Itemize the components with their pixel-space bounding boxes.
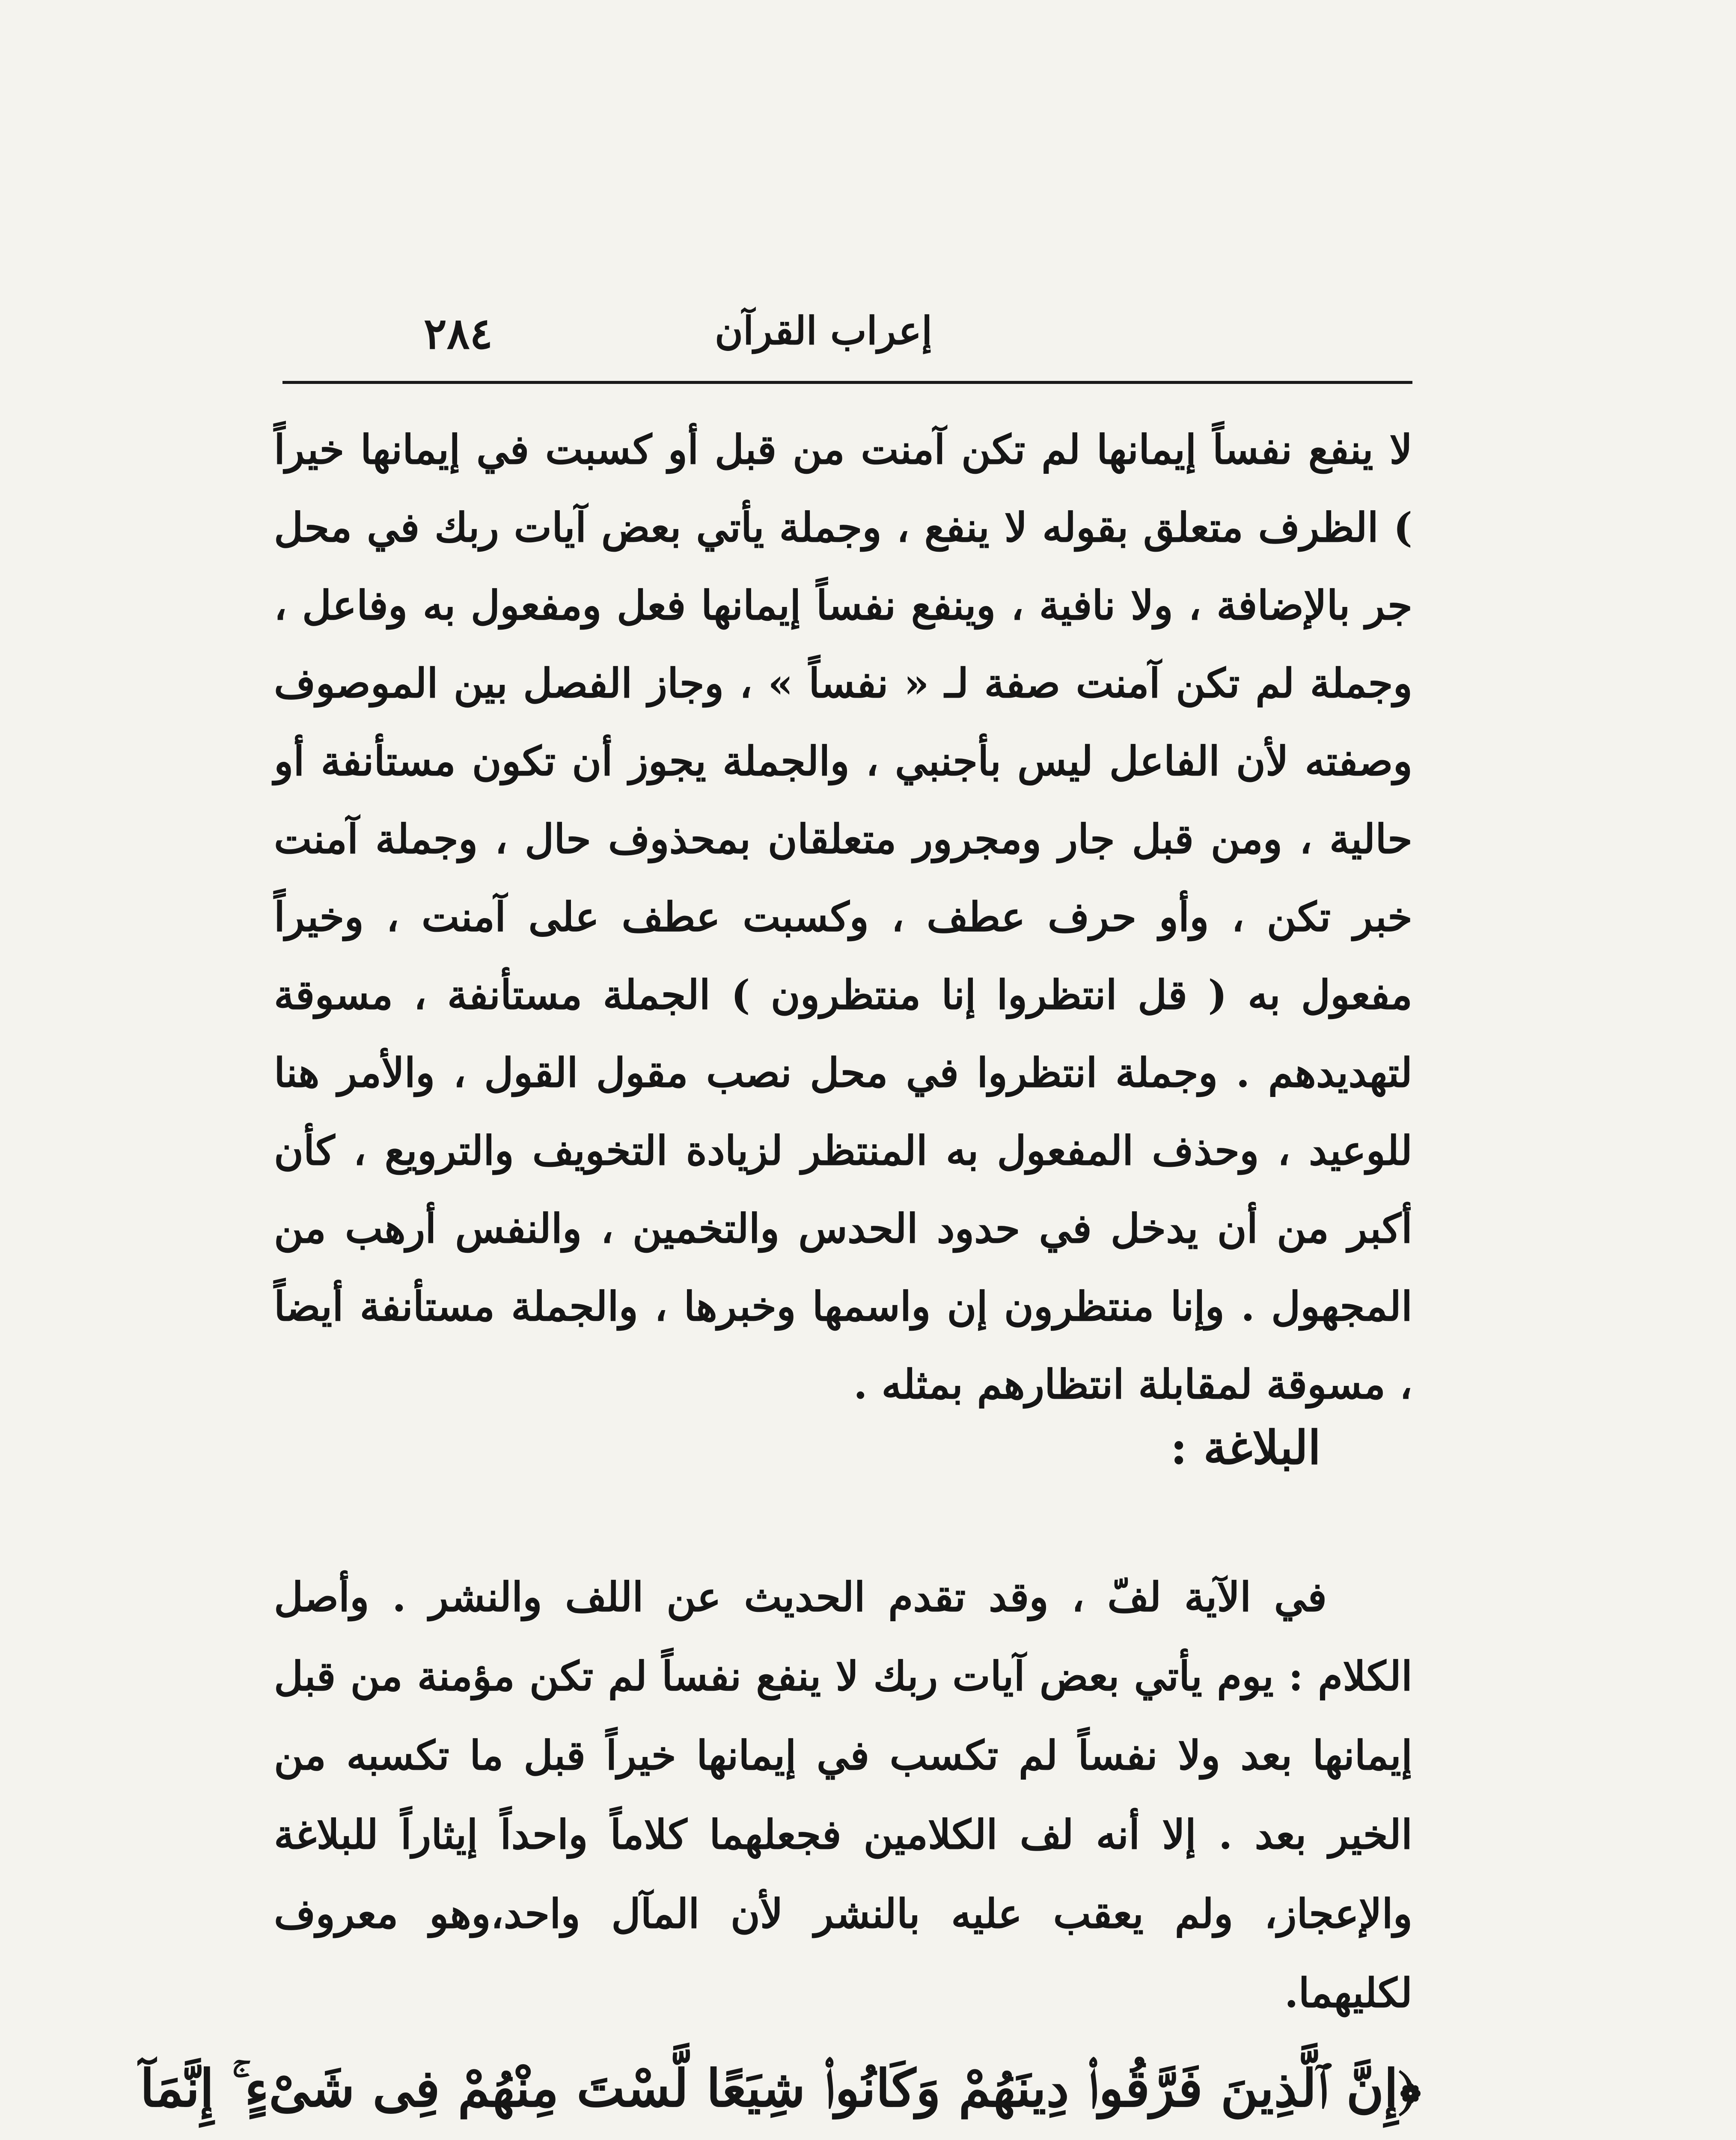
irab-paragraph (274, 411, 1412, 1424)
irab-text: لا ينفع نفساً إيمانها لم تكن آمنت من قبل أو كسبت في إيمانها خيراً ) الظرف متعلق بقوله لا ينفع ، وجملة يأتي بعض آيات ربك في محل جر بالإضافة ، ولا نافية ، وينفع نفساً إيمانها فعل ومفعول به وفاعل ، وجملة لم تكن آمنت صفة لـ « نفساً » ، وجاز الفصل بين الموصوف وصفته لأن الفاعل ليس بأجنبي ، والجملة يجوز أن تكون مستأنفة أو حالية ، ومن قبل جار ومجرور متعلقان بمحذوف حال ، وجملة آمنت خبر تكن ، وأو حرف عطف ، وكسبت عطف على آمنت ، وخيراً مفعول به ( قل انتظروا إنا منتظرون ) الجملة مستأنفة ، مسوقة لتهديدهم . وجملة انتظروا في محل نصب مقول القول ، والأمر هنا للوعيد ، وحذف المفعول به المنتظر لزيادة التخويف والترويع ، كأن أكبر من أن يدخل في حدود الحدس والتخمين ، والنفس أرهب من المجهول . وإنا منتظرون إن واسمها وخبرها ، والجملة مستأنفة أيضاً ، مسوقة لمقابلة انتظارهم بمثله . (274, 426, 1412, 1408)
header-rule (282, 381, 1412, 384)
page-header (282, 295, 1412, 364)
quran-verse (140, 2046, 1421, 2131)
section-heading-balagha: البلاغة : (1170, 1421, 1321, 1475)
balagha-text: في الآية لفّ ، وقد تقدم الحديث عن اللف والنشر . وأصل الكلام : يوم يأتي بعض آيات ربك لا ينفع نفساً لم تكن مؤمنة من قبل إيمانها بعد ولا نفساً لم تكسب في إيمانها خيراً قبل ما تكسبه من الخير بعد . إلا أنه لف الكلامين فجعلهما كلاماً واحداً إيثاراً للبلاغة والإعجاز، ولم يعقب عليه بالنشر لأن المآل واحد،وهو معروف لكليهما. (274, 1574, 1412, 2017)
verse-open-bracket: ﴿ (1398, 2058, 1421, 2119)
page-number: ٢٨٤ (424, 308, 493, 359)
balagha-paragraph (274, 1558, 1412, 2033)
running-title: إعراب القرآن (715, 308, 933, 354)
verse-text: إِنَّ ٱلَّذِينَ فَرَّقُوا۟ دِينَهُمْ وَكَانُوا۟ شِيَعًا لَّسْتَ مِنْهُمْ فِى شَىْءٍ ۚ إِنَّمَآ (140, 2058, 1398, 2119)
